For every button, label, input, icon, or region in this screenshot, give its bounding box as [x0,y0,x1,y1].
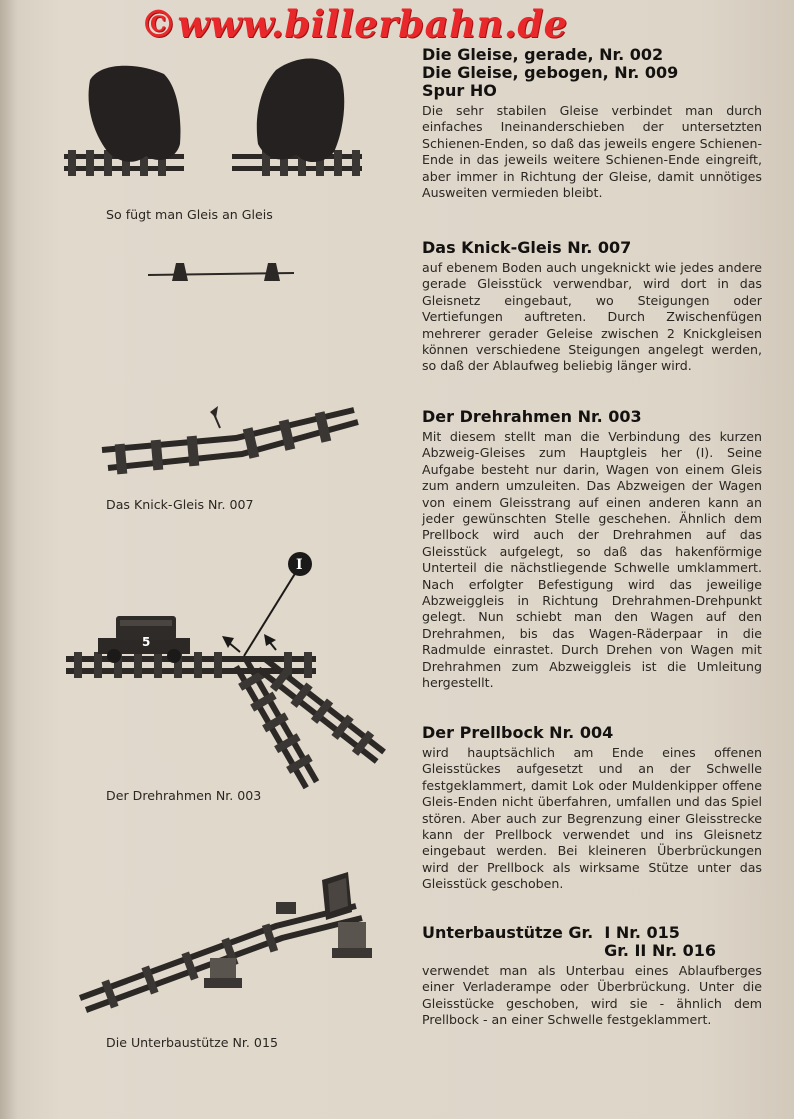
wagon-number: 5 [142,635,151,649]
text-drehrahmen: Mit diesem stellt man die Verbindung des kurzen Abzweig-Gleises zum Hauptgleis her (I). Seine Aufgabe besteht nur darin, Wagen von einem Gleis zum andern umzuleiten. Das Abzweigen der Wagen von einem Gleisstrang auf einen anderen kann an jeder gewünschten Stelle geschehen. Ähnlich dem Prellbock wird auch der Drehrahmen auf das Gleisstück aufgelegt, so daß das hakenförmige Unterteil die nächstliegende Schwelle umklammert. Nach erfolgter Befestigung wird das jeweilige Abzweiggleis in Richtung Drehrahmen-Drehpunkt gelegt. Nun schiebt man den Wagen auf den Drehrahmen, bis das Wagen-Räderpaar in die Radmulde einrastet. Durch Drehen von Wagen mit Drehrahmen zum Abzweiggleis ist die Umleitung hergestellt. [422,429,762,691]
heading-unterbau-gr1: Unterbaustütze Gr. I Nr. 015 [422,923,680,942]
right-hand [257,58,344,162]
caption-gleis: So fügt man Gleis an Gleis [106,207,273,222]
text-knick: auf ebenem Boden auch ungeknickt wie jedes andere gerade Gleisstück verwendbar, wird dort in das Gleisnetz eingebaut, wo Steigungen oder Vertiefungen auftreten. Durch Zwischenfügen mehrerer gerader Geleise zwischen 2 Knickgleisen können verschiedene Steigungen angelegt werden, so daß der Ablaufweg beliebig länger wird. [422,260,762,374]
heading-drehrahmen: Der Drehrahmen Nr. 003 [422,407,642,426]
section-knick [422,239,762,375]
text-unterbau: verwendet man als Unterbau eines Ablaufberges einer Verladerampe oder Überbrückung. Unter die Gleisstücke geschoben, wird sie - ähnlich dem Prellbock - an einer Schwelle festgeklammert. [422,963,762,1028]
section-unterbau [422,924,762,1029]
caption-knick: Das Knick-Gleis Nr. 007 [106,497,254,512]
section-gleise [422,46,762,201]
text-prellbock: wird hauptsächlich am Ende eines offenen Gleisstückes aufgesetzt und an der Schwelle festgeklammert, damit Lok oder Muldenkipper offene Gleis-Enden nicht überfahren, umfallen und das Spiel stören. Aber auch zur Begrenzung einer Gleisstrecke kann der Prellbock verwendet und ins Gleisnetz eingebaut werden. Bei kleineren Überbrückungen wird der Prellbock als wirksame Stütze unter das Gleisstück geschoben. [422,745,762,892]
buffer-stop [276,872,352,920]
heading-gleise-gebogen: Die Gleise, gebogen, Nr. 009 [422,63,679,82]
drehrahmen-illustration [64,550,394,780]
heading-unterbau-gr2: Gr. II Nr. 016 [604,941,716,960]
support-block-large [332,922,372,958]
heading-prellbock: Der Prellbock Nr. 004 [422,723,614,742]
hands-joining-track-illustration [62,48,372,198]
watermark: ©www.billerbahn.de [140,2,568,46]
heading-knick: Das Knick-Gleis Nr. 007 [422,238,632,257]
text-gleise: Die sehr stabilen Gleise verbindet man durch einfaches Ineinanderschieben der untersetzten Schienen-Enden, so daß das jeweils engere Schienen-Ende in das jeweils weitere Schienen-Ende eingreift, aber immer in Richtung der Gleise, damit unnötiges Ausweiten vermieden bleibt. [422,103,762,201]
heading-spur: Spur HO [422,81,497,100]
knick-gleis-side-view-illustration [146,255,296,291]
knick-gleis-bent-track-illustration [96,392,366,482]
left-hand [89,66,181,162]
marker-letter: I [296,557,303,573]
caption-drehrahmen: Der Drehrahmen Nr. 003 [106,788,262,803]
unterbaustuetze-illustration [76,866,376,1016]
caption-unterbau: Die Unterbaustütze Nr. 015 [106,1035,278,1050]
section-drehrahmen [422,408,762,692]
section-prellbock [422,724,762,893]
heading-gleise-gerade: Die Gleise, gerade, Nr. 002 [422,45,664,64]
